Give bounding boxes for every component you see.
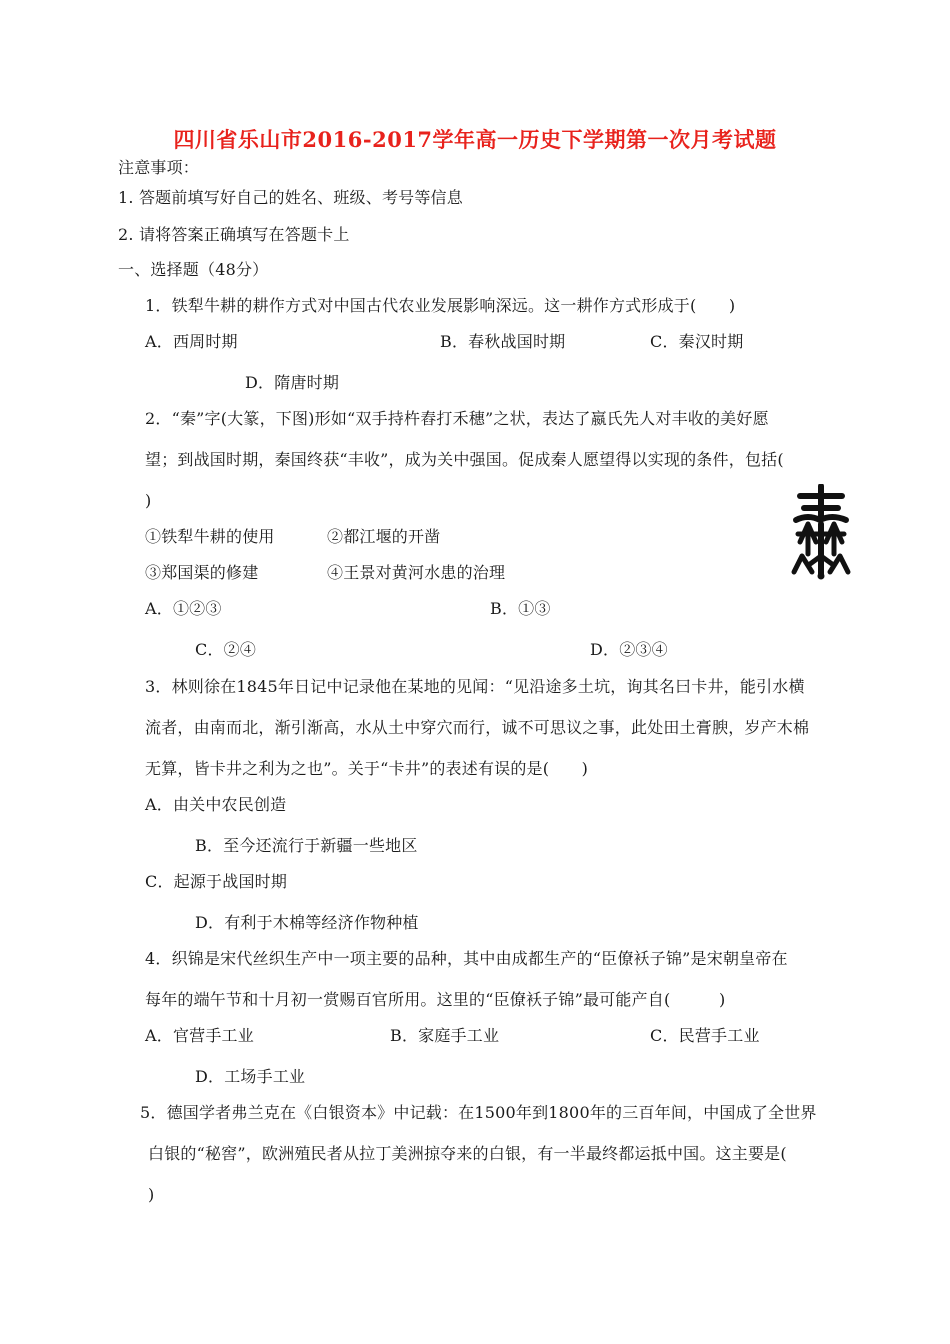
q4-option-b: B．家庭手工业 bbox=[390, 1026, 500, 1045]
q2-item-2: ②都江堰的开凿 bbox=[327, 527, 441, 546]
q3-stem-line-1: 3．林则徐在1845年日记中记录他在某地的见闻：“见沿途多土坑，询其名曰卡井，能引水横 bbox=[145, 677, 805, 696]
notice-item-2: 2. 请将答案正确填写在答题卡上 bbox=[118, 225, 350, 244]
q5-stem-line-2: 白银的“秘窖”，欧洲殖民者从拉丁美洲掠夺来的白银，有一半最终都运抵中国。这主要是( bbox=[148, 1144, 787, 1163]
q1-stem: 1．铁犁牛耕的耕作方式对中国古代农业发展影响深远。这一耕作方式形成于( ) bbox=[145, 296, 736, 315]
q4-option-a: A．官营手工业 bbox=[145, 1026, 254, 1045]
q1-option-c: C．秦汉时期 bbox=[650, 332, 744, 351]
q5-stem-line-1: 5．德国学者弗兰克在《白银资本》中记载：在1500年到1800年的三百年间，中国成了全世界 bbox=[140, 1103, 817, 1122]
q5-stem-line-3: ) bbox=[148, 1185, 155, 1204]
section-heading: 一、选择题（48分） bbox=[118, 260, 269, 279]
q2-option-b: B．①③ bbox=[490, 599, 551, 618]
q4-stem-line-2: 每年的端午节和十月初一赏赐百官所用。这里的“臣僚袄子锦”最可能产自( ) bbox=[145, 990, 726, 1009]
exam-title: 四川省乐山市2016-2017学年高一历史下学期第一次月考试题 bbox=[173, 127, 777, 152]
q2-stem-line-1: 2．“秦”字(大篆，下图)形如“双手持杵舂打禾穗”之状，表达了嬴氏先人对丰收的美好愿 bbox=[145, 409, 769, 428]
q2-item-4: ④王景对黄河水患的治理 bbox=[327, 563, 506, 582]
q2-stem-line-2: 望；到战国时期，秦国终获“丰收”，成为关中强国。促成秦人愿望得以实现的条件，包括( bbox=[145, 450, 784, 469]
q2-item-3: ③郑国渠的修建 bbox=[145, 563, 259, 582]
q2-stem-line-3: ) bbox=[145, 491, 152, 510]
q4-option-d: D．工场手工业 bbox=[195, 1067, 306, 1086]
q2-item-1: ①铁犁牛耕的使用 bbox=[145, 527, 275, 546]
q4-stem-line-1: 4．织锦是宋代丝织生产中一项主要的品种，其中由成都生产的“臣僚袄子锦”是宋朝皇帝在 bbox=[145, 949, 788, 968]
notice-heading: 注意事项： bbox=[118, 158, 200, 177]
q4-option-c: C．民营手工业 bbox=[650, 1026, 760, 1045]
q3-stem-line-3: 无算，皆卡井之利为之也”。关于“卡井”的表述有误的是( ) bbox=[145, 759, 589, 778]
q3-option-b: B．至今还流行于新疆一些地区 bbox=[195, 836, 418, 855]
q2-option-d: D．②③④ bbox=[590, 640, 668, 659]
notice-item-1: 1. 答题前填写好自己的姓名、班级、考号等信息 bbox=[118, 188, 463, 207]
q1-option-b: B．春秋战国时期 bbox=[440, 332, 566, 351]
q1-option-a: A．西周时期 bbox=[145, 332, 238, 351]
q2-option-a: A．①②③ bbox=[145, 599, 222, 618]
q2-option-c: C．②④ bbox=[195, 640, 257, 659]
seal-script-character-image bbox=[790, 484, 852, 580]
q3-option-a: A．由关中农民创造 bbox=[145, 795, 287, 814]
q3-option-c: C．起源于战国时期 bbox=[145, 872, 288, 891]
q1-option-d: D．隋唐时期 bbox=[245, 373, 340, 392]
q3-stem-line-2: 流者，由南而北，渐引渐高，水从土中穿穴而行，诚不可思议之事，此处田土膏腴，岁产木棉 bbox=[145, 718, 810, 737]
q3-option-d: D．有利于木棉等经济作物种植 bbox=[195, 913, 419, 932]
